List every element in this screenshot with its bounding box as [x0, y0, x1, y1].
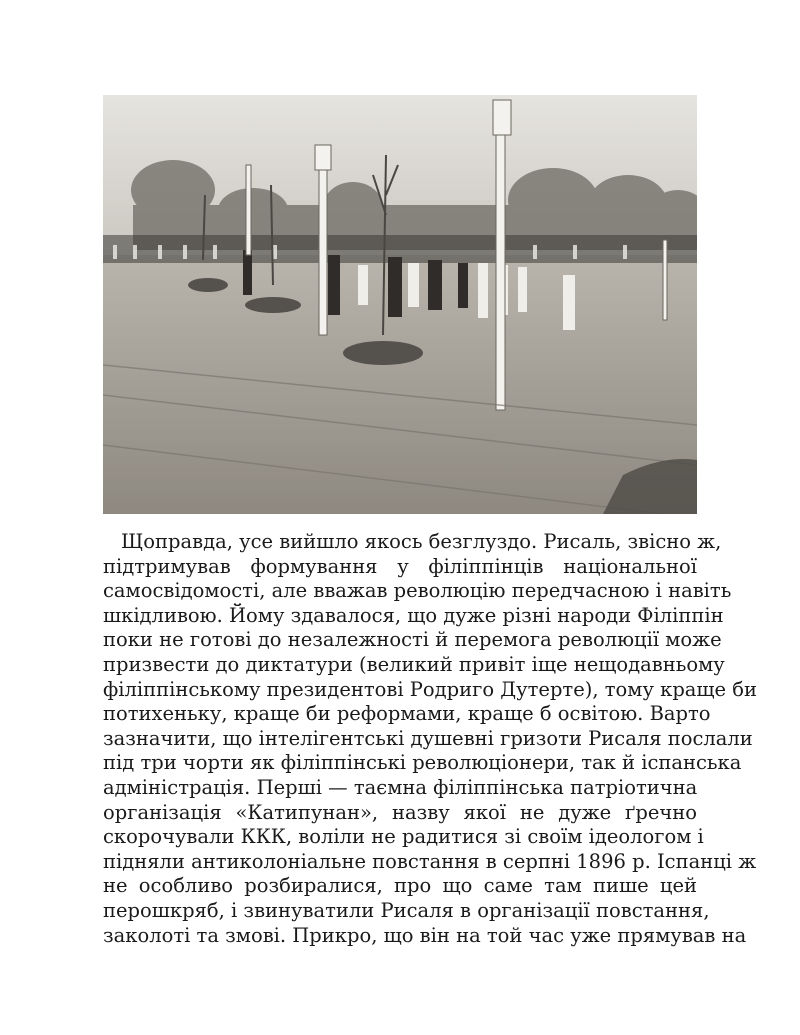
- paragraph-line: підтримував формування у філіппінців національної: [103, 554, 697, 578]
- paragraph-line: зазначити, що інтелігентські душевні гризоти Рисаля послали: [103, 726, 753, 750]
- historical-photograph: [103, 95, 697, 514]
- paragraph-line: поки не готові до незалежності й перемога революції може: [103, 628, 722, 652]
- paragraph-line: філіппінському президентові Родриго Дутерте), тому краще би: [103, 677, 758, 701]
- paragraph-line: скорочували ККК, воліли не радитися зі своїм ідеологом і: [103, 825, 704, 849]
- paragraph-line: під три чорти як філіппінські революціонери, так й іспанська: [103, 751, 742, 775]
- paragraph-line: призвести до диктатури (великий привіт іще нещодавньому: [103, 652, 725, 676]
- paragraph-line: підняли антиколоніальне повстання в серпні 1896 р. Іспанці ж: [103, 849, 757, 873]
- paragraph-line: заколоті та змові. Прикро, що він на той час уже прямував на: [103, 923, 747, 947]
- paragraph-line: не особливо розбиралися, про що саме там пише цей: [103, 874, 697, 898]
- body-paragraph: [103, 530, 758, 948]
- paragraph-line: перошкряб, і звинуватили Рисаля в організації повстання,: [103, 898, 710, 922]
- paragraph-line: шкідливою. Йому здавалося, що дуже різні народи Філіппін: [103, 603, 724, 627]
- paragraph-line: Щоправда, усе вийшло якось безглуздо. Рисаль, звісно ж,: [121, 530, 722, 553]
- paragraph-line: потихеньку, краще би реформами, краще б освітою. Варто: [103, 702, 711, 726]
- paragraph-line: організація «Катипунан», назву якої не дуже ґречно: [103, 800, 697, 824]
- paragraph-line: адміністрація. Перші — таємна філіппінська патріотична: [103, 775, 698, 799]
- paragraph-line: самосвідомості, але вважав революцію передчасною і навіть: [103, 579, 732, 603]
